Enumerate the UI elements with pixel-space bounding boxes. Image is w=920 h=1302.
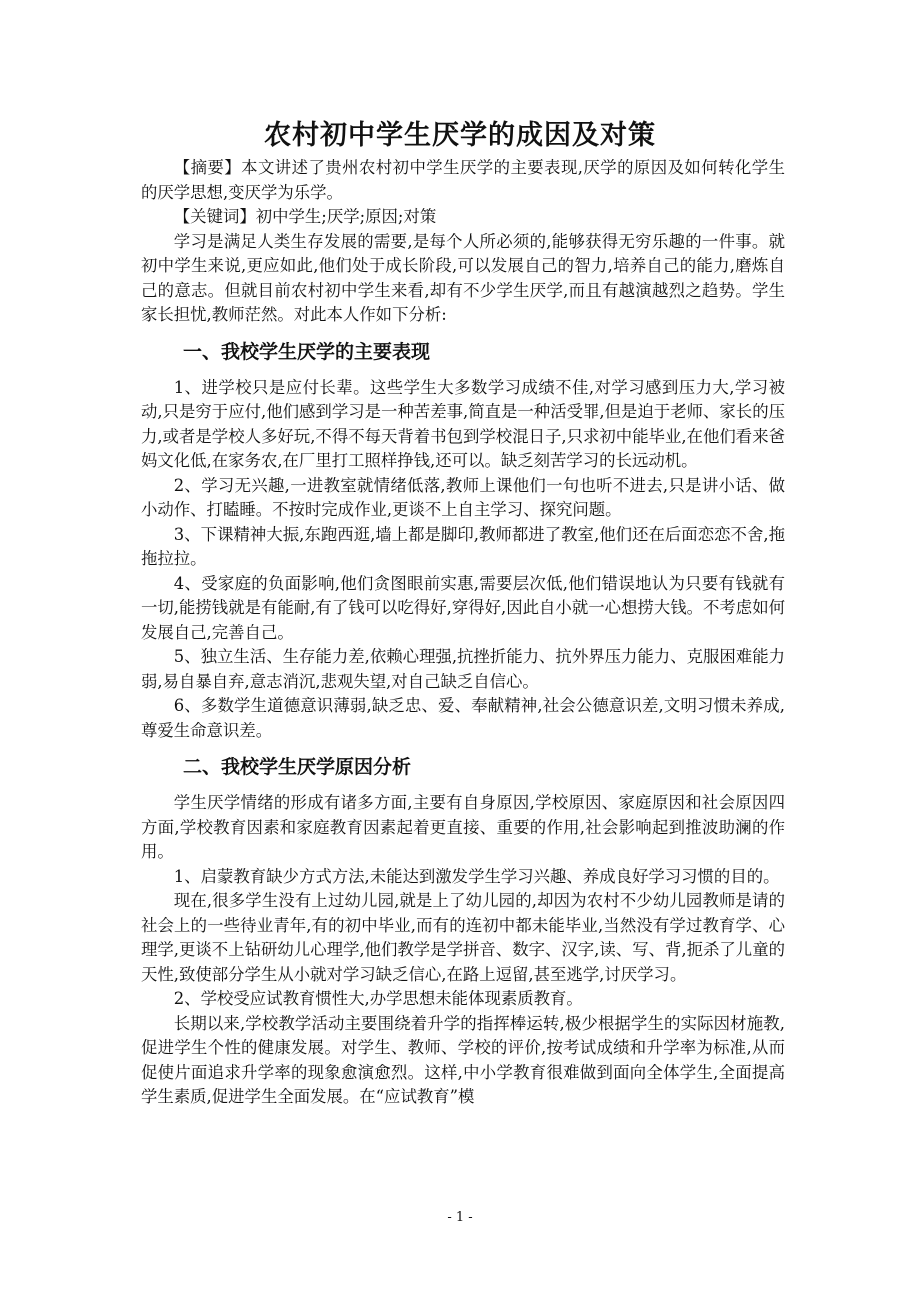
section-2-paragraph: 1、启蒙教育缺少方式方法,未能达到激发学生学习兴趣、养成良好学习习惯的目的。 xyxy=(173,866,780,886)
page-number: - 1 - xyxy=(447,1210,473,1225)
abstract-paragraph: 【摘要】本文讲述了贵州农村初中学生厌学的主要表现,厌学的原因及如何转化学生的厌学思想,变厌学为乐学。 xyxy=(141,158,785,202)
section-1-item: 2、学习无兴趣,一进教室就情绪低落,教师上课他们一句也听不进去,只是讲小话、做小动作、打瞌睡。不按时完成作业,更谈不上自主学习、探究问题。 xyxy=(141,475,785,519)
intro-paragraph: 学习是满足人类生存发展的需要,是每个人所必须的,能够获得无穷乐趣的一件事。就初中学生来说,更应如此,他们处于成长阶段,可以发展自己的智力,培养自己的能力,磨炼自己的意志。但就目前农村初中学生来看,却有不少学生厌学,而且有越演越烈之趋势。学生家长担忧,教师茫然。对此本人作如下分析: xyxy=(141,231,785,324)
section-1-item: 5、独立生活、生存能力差,依赖心理强,抗挫折能力、抗外界压力能力、克服困难能力弱,易自暴自弃,意志消沉,悲观失望,对自己缺乏自信心。 xyxy=(141,647,785,691)
section-1-item: 1、进学校只是应付长辈。这些学生大多数学习成绩不佳,对学习感到压力大,学习被动,只是穷于应付,他们感到学习是一种苦差事,简直是一种活受罪,但是迫于老师、家长的压力,或者是学校人多好玩,不得不每天背着书包到学校混日子,只求初中能毕业,在他们看来爸妈文化低,在家务农,在厂里打工照样挣钱,还可以。缺乏刻苦学习的长远动机。 xyxy=(141,377,785,470)
section-2-paragraph: 长期以来,学校教学活动主要围绕着升学的指挥棒运转,极少根据学生的实际因材施教,促进学生个性的健康发展。对学生、教师、学校的评价,按考试成绩和升学率为标准,从而促使片面追求升学率的现象愈演愈烈。这样,中小学教育很难做到面向全体学生,全面提高学生素质,促进学生全面发展。在“应试教育”模 xyxy=(141,1013,785,1106)
section-2-paragraph: 现在,很多学生没有上过幼儿园,就是上了幼儿园的,却因为农村不少幼儿园教师是请的社会上的一些待业青年,有的初中毕业,而有的连初中都未能毕业,当然没有学过教育学、心理学,更谈不上钻研幼儿心理学,他们教学是学拼音、数字、汉字,读、写、背,扼杀了儿童的天性,致使部分学生从小就对学习缺乏信心,在路上逗留,甚至逃学,讨厌学习。 xyxy=(141,891,785,984)
section-1-heading: 一、我校学生厌学的主要表现 xyxy=(183,340,431,363)
document-body xyxy=(141,156,785,1110)
section-2-heading: 二、我校学生厌学原因分析 xyxy=(183,756,412,778)
section-1-item: 6、多数学生道德意识薄弱,缺乏忠、爱、奉献精神,社会公德意识差,文明习惯未养成,尊爱生命意识差。 xyxy=(141,696,785,740)
section-2-paragraph: 2、学校受应试教育惯性大,办学思想未能体现素质教育。 xyxy=(173,989,583,1008)
keywords-paragraph: 【关键词】初中学生;厌学;原因;对策 xyxy=(173,207,437,226)
section-2-paragraph: 学生厌学情绪的形成有诸多方面,主要有自身原因,学校原因、家庭原因和社会原因四方面,学校教育因素和家庭教育因素起着更直接、重要的作用,社会影响起到推波助澜的作用。 xyxy=(141,793,785,861)
section-1-item: 3、下课精神大振,东跑西逛,墙上都是脚印,教师都进了教室,他们还在后面恋恋不舍,拖拖拉拉。 xyxy=(141,524,785,568)
document-title: 农村初中学生厌学的成因及对策 xyxy=(264,120,656,151)
section-1-item: 4、受家庭的负面影响,他们贪图眼前实惠,需要层次低,他们错误地认为只要有钱就有一切,能捞钱就是有能耐,有了钱可以吃得好,穿得好,因此自小就一心想捞大钱。不考虑如何发展自己,完善自己。 xyxy=(141,573,785,642)
